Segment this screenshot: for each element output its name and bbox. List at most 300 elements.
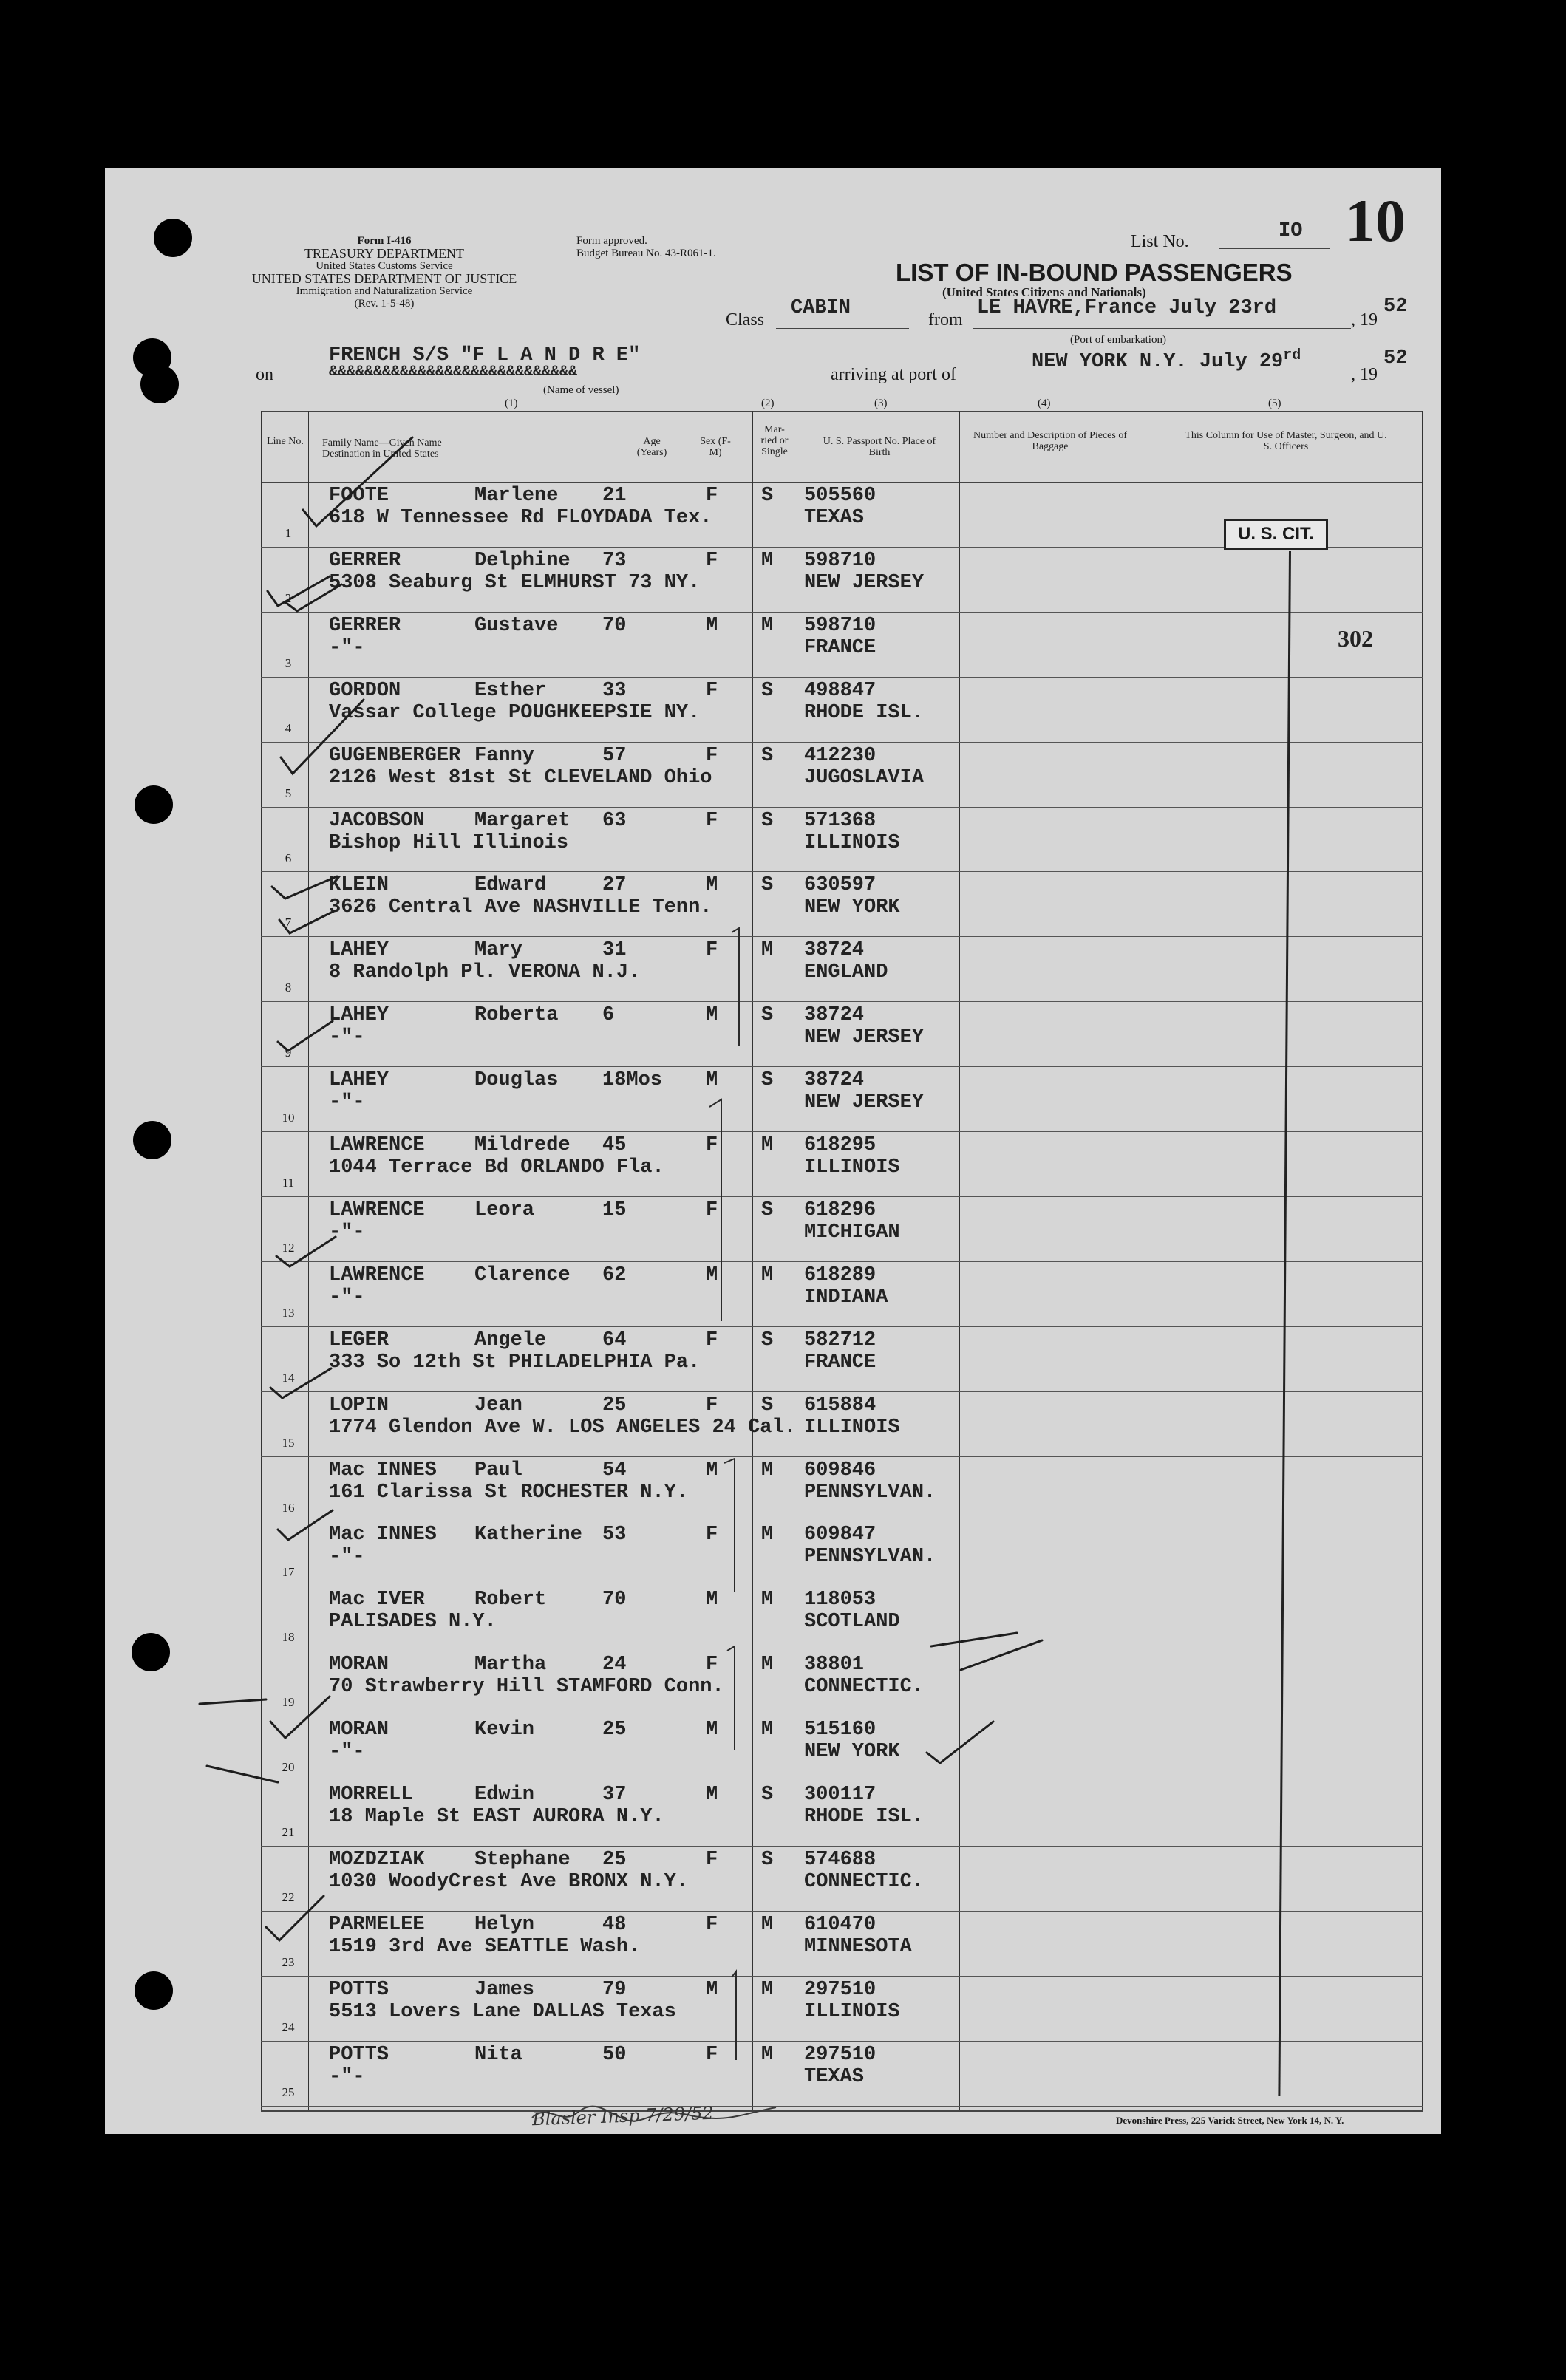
- birthplace: INDIANA: [804, 1286, 888, 1309]
- passport-number: 630597: [804, 874, 876, 897]
- row-divider: [261, 1911, 1423, 1912]
- row-divider: [261, 871, 1423, 872]
- row-divider: [261, 1976, 1423, 1977]
- row-divider: [261, 1001, 1423, 1002]
- justice-dept: UNITED STATES DEPARTMENT OF JUSTICE: [251, 271, 517, 286]
- line-number: 8: [285, 981, 292, 995]
- sex: M: [706, 1069, 718, 1092]
- passport-number: 38801: [804, 1654, 865, 1677]
- passport-number: 498847: [804, 679, 876, 702]
- marital-status: M: [761, 1589, 774, 1612]
- birthplace: NEW JERSEY: [804, 1026, 925, 1049]
- age: 73: [602, 549, 627, 572]
- age: 62: [602, 1264, 627, 1286]
- destination: -"-: [329, 1741, 365, 1764]
- marital-status: M: [761, 1978, 774, 2001]
- given-name: Esther: [474, 679, 547, 702]
- form-header-block: [251, 235, 517, 310]
- marital-status: S: [761, 1004, 774, 1027]
- marital-status: M: [761, 2043, 774, 2066]
- given-name: Roberta: [474, 1004, 559, 1027]
- sex: M: [706, 1264, 718, 1286]
- line-number: 17: [282, 1565, 295, 1580]
- family-name: JACOBSON: [329, 809, 425, 832]
- destination: 2126 West 81st St CLEVELAND Ohio: [329, 766, 712, 789]
- given-name: Martha: [474, 1654, 547, 1677]
- given-name: Edwin: [474, 1784, 535, 1806]
- sex: F: [706, 744, 718, 767]
- age: 31: [602, 939, 627, 962]
- table-top-border: [261, 411, 1423, 412]
- passport-number: 300117: [804, 1784, 876, 1806]
- from-label: from: [928, 310, 963, 330]
- destination: 70 Strawberry Hill STAMFORD Conn.: [329, 1676, 724, 1699]
- given-name: Mary: [474, 939, 522, 962]
- family-name: LAHEY: [329, 1069, 389, 1092]
- age: 79: [602, 1978, 627, 2001]
- passport-number: 609846: [804, 1459, 876, 1481]
- family-name: Mac INNES: [329, 1459, 437, 1481]
- list-title: LIST OF IN-BOUND PASSENGERS: [896, 259, 1293, 286]
- family-name: FOOTE: [329, 485, 389, 507]
- arrival-port: [1032, 347, 1301, 373]
- sex: M: [706, 1784, 718, 1806]
- marital-status: S: [761, 809, 774, 832]
- sex: F: [706, 2043, 718, 2066]
- passport-number: 618296: [804, 1198, 876, 1221]
- row-divider: [261, 1261, 1423, 1262]
- row-divider: [261, 807, 1423, 808]
- embarkation-caption: (Port of embarkation): [1070, 334, 1166, 346]
- birthplace: TEXAS: [804, 2065, 865, 2088]
- marital-status: M: [761, 1134, 774, 1156]
- birthplace: ILLINOIS: [804, 1416, 900, 1439]
- given-name: Marlene: [474, 485, 559, 507]
- budget-bureau: Budget Bureau No. 43-R061-1.: [576, 248, 716, 259]
- line-number: 18: [282, 1630, 295, 1645]
- destination: 333 So 12th St PHILADELPHIA Pa.: [329, 1351, 701, 1374]
- marital-status: S: [761, 1198, 774, 1221]
- age: 70: [602, 1589, 627, 1612]
- given-name: Kevin: [474, 1719, 535, 1742]
- line-number: 13: [282, 1305, 295, 1320]
- birthplace: NEW YORK: [804, 896, 900, 919]
- marital-status: S: [761, 874, 774, 897]
- binder-hole: [135, 1971, 173, 2010]
- destination: 1044 Terrace Bd ORLANDO Fla.: [329, 1156, 664, 1179]
- family-name: POTTS: [329, 2043, 389, 2066]
- age: 6: [602, 1004, 615, 1027]
- given-name: Leora: [474, 1198, 535, 1221]
- line-number: 2: [285, 590, 292, 605]
- marital-status: S: [761, 1069, 774, 1092]
- destination: 3626 Central Ave NASHVILLE Tenn.: [329, 896, 712, 919]
- header-line-no: Line No.: [267, 436, 304, 447]
- family-name: PARMELEE: [329, 1913, 425, 1936]
- passport-number: 515160: [804, 1719, 876, 1742]
- given-name: Margaret: [474, 809, 571, 832]
- binder-hole: [133, 1121, 171, 1159]
- list-subtitle: (United States Citizens and Nationals): [942, 285, 1146, 299]
- header-family-name: Family Name—Given Name: [322, 437, 442, 449]
- passport-number: 618295: [804, 1134, 876, 1156]
- from-underline: [973, 328, 1351, 329]
- passport-number: 582712: [804, 1329, 876, 1351]
- line-number: 16: [282, 1500, 295, 1515]
- age: 25: [602, 1848, 627, 1871]
- age: 24: [602, 1654, 627, 1677]
- destination: -"-: [329, 2065, 365, 2088]
- form-approved: Form approved.: [576, 235, 647, 247]
- header-baggage: Number and Description of Pieces of Baggage: [973, 430, 1127, 452]
- line-number: 4: [285, 720, 292, 735]
- age: 25: [602, 1719, 627, 1742]
- table-bottom-border: [261, 2110, 1423, 2112]
- birthplace: NEW JERSEY: [804, 1091, 925, 1114]
- birthplace: FRANCE: [804, 1351, 876, 1374]
- birthplace: NEW JERSEY: [804, 571, 925, 594]
- family-name: POTTS: [329, 1978, 389, 2001]
- ins-service: Immigration and Naturalization Service: [296, 285, 473, 297]
- marital-status: S: [761, 1394, 774, 1416]
- given-name: Fanny: [474, 744, 535, 767]
- passport-number: 618289: [804, 1264, 876, 1286]
- sex: F: [706, 1329, 718, 1351]
- row-divider: [261, 1326, 1423, 1327]
- family-name: LOPIN: [329, 1394, 389, 1416]
- family-name: MORRELL: [329, 1784, 413, 1806]
- birthplace: TEXAS: [804, 507, 865, 529]
- destination: 618 W Tennessee Rd FLOYDADA Tex.: [329, 507, 712, 529]
- row-divider: [261, 1456, 1423, 1457]
- given-name: Delphine: [474, 549, 571, 572]
- destination: -"-: [329, 1286, 365, 1309]
- sex: M: [706, 1004, 718, 1027]
- marital-status: M: [761, 549, 774, 572]
- sex: F: [706, 809, 718, 832]
- embarkation-value: LE HAVRE,France July 23rd: [977, 297, 1277, 319]
- given-name: Angele: [474, 1329, 547, 1351]
- binder-hole: [135, 785, 173, 824]
- family-name: MORAN: [329, 1654, 389, 1677]
- family-name: LAHEY: [329, 939, 389, 962]
- vessel-caption: (Name of vessel): [543, 384, 619, 396]
- marital-status: M: [761, 1654, 774, 1677]
- line-number: 14: [282, 1370, 295, 1385]
- us-citizen-stamp: U. S. CIT.: [1224, 519, 1328, 550]
- marital-status: S: [761, 485, 774, 507]
- list-no-underline: [1219, 248, 1330, 249]
- destination: 161 Clarissa St ROCHESTER N.Y.: [329, 1481, 689, 1504]
- family-name: LEGER: [329, 1329, 389, 1351]
- binder-hole: [140, 365, 179, 403]
- passport-number: 598710: [804, 614, 876, 637]
- marital-status: S: [761, 1848, 774, 1871]
- printer-imprint: Devonshire Press, 225 Varick Street, New York 14, N. Y.: [1116, 2115, 1344, 2126]
- given-name: Nita: [474, 2043, 522, 2066]
- given-name: Paul: [474, 1459, 522, 1481]
- officer-column-number: 302: [1338, 625, 1373, 652]
- destination: 8 Randolph Pl. VERONA N.J.: [329, 961, 641, 984]
- family-name: LAWRENCE: [329, 1264, 425, 1286]
- sex: F: [706, 1524, 718, 1547]
- age: 18Mos: [602, 1069, 663, 1092]
- destination: 1030 WoodyCrest Ave BRONX N.Y.: [329, 1870, 689, 1893]
- binder-hole: [154, 219, 192, 257]
- family-name: GERRER: [329, 614, 401, 637]
- given-name: Stephane: [474, 1848, 571, 1871]
- class-label: Class: [726, 310, 765, 330]
- destination: 5308 Seaburg St ELMHURST 73 NY.: [329, 571, 701, 594]
- birthplace: NEW YORK: [804, 1741, 900, 1764]
- line-number: 9: [285, 1046, 292, 1060]
- passport-number: 118053: [804, 1589, 876, 1612]
- age: 64: [602, 1329, 627, 1351]
- age: 15: [602, 1198, 627, 1221]
- destination: -"-: [329, 1546, 365, 1569]
- passport-number: 297510: [804, 2043, 876, 2066]
- marital-status: S: [761, 744, 774, 767]
- passport-number: 38724: [804, 1069, 865, 1092]
- destination: -"-: [329, 636, 365, 659]
- marital-status: M: [761, 614, 774, 637]
- header-officers: This Column for Use of Master, Surgeon, and U. S. Officers: [1185, 430, 1387, 452]
- birthplace: ILLINOIS: [804, 831, 900, 854]
- col-number-2: (2): [761, 398, 775, 409]
- age: 21: [602, 485, 627, 507]
- line-number: 25: [282, 2084, 295, 2099]
- header-age: Age (Years): [636, 436, 667, 458]
- passport-number: 412230: [804, 744, 876, 767]
- revision: (Rev. 1-5-48): [354, 298, 415, 310]
- given-name: Helyn: [474, 1913, 535, 1936]
- vessel-name: FRENCH S/S "F L A N D R E": [329, 344, 641, 366]
- line-number: 15: [282, 1435, 295, 1450]
- line-number: 21: [282, 1825, 295, 1839]
- birthplace: ILLINOIS: [804, 2000, 900, 2023]
- list-number: 10: [1345, 187, 1406, 254]
- sex: M: [706, 1459, 718, 1481]
- passport-number: 505560: [804, 485, 876, 507]
- family-name: LAWRENCE: [329, 1134, 425, 1156]
- marital-status: M: [761, 1719, 774, 1742]
- list-no-label: List No.: [1131, 232, 1189, 251]
- birthplace: PENNSYLVAN.: [804, 1481, 936, 1504]
- form-approval: [576, 235, 716, 260]
- sex: F: [706, 1654, 718, 1677]
- given-name: Katherine: [474, 1524, 582, 1547]
- given-name: Gustave: [474, 614, 559, 637]
- col-number-3: (3): [874, 398, 888, 409]
- passport-number: 598710: [804, 549, 876, 572]
- age: 57: [602, 744, 627, 767]
- given-name: Douglas: [474, 1069, 559, 1092]
- age: 53: [602, 1524, 627, 1547]
- line-number: 12: [282, 1240, 295, 1255]
- row-divider: [261, 612, 1423, 613]
- age: 27: [602, 874, 627, 897]
- inspector-signature: Blasler Insp 7/29/52: [531, 2102, 715, 2130]
- row-divider: [261, 1066, 1423, 1067]
- marital-status: S: [761, 1329, 774, 1351]
- col-number-5: (5): [1268, 398, 1281, 409]
- family-name: MORAN: [329, 1719, 389, 1742]
- passport-number: 615884: [804, 1394, 876, 1416]
- given-name: Clarence: [474, 1264, 571, 1286]
- family-name: GERRER: [329, 549, 401, 572]
- passport-number: 38724: [804, 939, 865, 962]
- family-name: KLEIN: [329, 874, 389, 897]
- passport-number: 609847: [804, 1524, 876, 1547]
- line-number: 6: [285, 850, 292, 865]
- given-name: Jean: [474, 1394, 522, 1416]
- arrival-port-text: NEW YORK N.Y. July 29: [1032, 351, 1284, 373]
- header-bottom-border: [261, 482, 1423, 483]
- col-number-4: (4): [1038, 398, 1051, 409]
- binder-hole: [132, 1633, 170, 1671]
- birthplace: CONNECTIC.: [804, 1870, 925, 1893]
- destination: 18 Maple St EAST AURORA N.Y.: [329, 1806, 664, 1828]
- age: 37: [602, 1784, 627, 1806]
- line-number: 10: [282, 1111, 295, 1125]
- destination: 1519 3rd Ave SEATTLE Wash.: [329, 1935, 641, 1958]
- sex: F: [706, 1394, 718, 1416]
- line-number: 3: [285, 655, 292, 670]
- sex: F: [706, 1198, 718, 1221]
- family-name: GUGENBERGER: [329, 744, 461, 767]
- line-number: 19: [282, 1695, 295, 1710]
- form-number: Form I-416: [357, 235, 412, 247]
- from-year: 52: [1383, 296, 1408, 318]
- line-number: 23: [282, 1954, 295, 1969]
- destination: -"-: [329, 1091, 365, 1114]
- line-number: 22: [282, 1889, 295, 1904]
- marital-status: M: [761, 1524, 774, 1547]
- age: 33: [602, 679, 627, 702]
- row-divider: [261, 936, 1423, 937]
- family-name: Mac INNES: [329, 1524, 437, 1547]
- birthplace: RHODE ISL.: [804, 701, 925, 724]
- arrival-year-prefix: , 19: [1351, 365, 1378, 384]
- customs-service: United States Customs Service: [316, 260, 453, 272]
- row-divider: [261, 1196, 1423, 1197]
- sex: F: [706, 939, 718, 962]
- sex: F: [706, 485, 718, 507]
- header-name: [322, 437, 442, 460]
- birthplace: CONNECTIC.: [804, 1676, 925, 1699]
- destination: -"-: [329, 1221, 365, 1244]
- birthplace: SCOTLAND: [804, 1611, 900, 1634]
- passport-number: 610470: [804, 1913, 876, 1936]
- row-divider: [261, 1846, 1423, 1847]
- passport-number: 574688: [804, 1848, 876, 1871]
- family-name: LAWRENCE: [329, 1198, 425, 1221]
- header-destination: Destination in United States: [322, 449, 439, 460]
- age: 63: [602, 809, 627, 832]
- line-number: 7: [285, 915, 292, 930]
- marital-status: S: [761, 679, 774, 702]
- passport-number: 571368: [804, 809, 876, 832]
- destination: PALISADES N.Y.: [329, 1611, 497, 1634]
- given-name: James: [474, 1978, 535, 2001]
- sex: M: [706, 614, 718, 637]
- birthplace: PENNSYLVAN.: [804, 1546, 936, 1569]
- line-number: 24: [282, 2019, 295, 2034]
- line-number: 1: [285, 526, 292, 540]
- family-name: Mac IVER: [329, 1589, 425, 1612]
- birthplace: RHODE ISL.: [804, 1806, 925, 1828]
- birthplace: FRANCE: [804, 636, 876, 659]
- arrival-day-suffix: rd: [1283, 347, 1301, 364]
- marital-status: S: [761, 1784, 774, 1806]
- line-number: 20: [282, 1760, 295, 1775]
- sex: F: [706, 1134, 718, 1156]
- birthplace: JUGOSLAVIA: [804, 766, 925, 789]
- sex: F: [706, 1913, 718, 1936]
- line-number: 11: [282, 1176, 295, 1190]
- sex: M: [706, 874, 718, 897]
- destination: 1774 Glendon Ave W. LOS ANGELES 24 Cal.: [329, 1416, 796, 1439]
- sex: M: [706, 1719, 718, 1742]
- destination: Bishop Hill Illinois: [329, 831, 569, 854]
- family-name: LAHEY: [329, 1004, 389, 1027]
- destination: 5513 Lovers Lane DALLAS Texas: [329, 2000, 676, 2023]
- marital-status: M: [761, 1913, 774, 1936]
- marital-status: M: [761, 1264, 774, 1286]
- row-divider: [261, 1391, 1423, 1392]
- passport-number: 38724: [804, 1004, 865, 1027]
- given-name: Edward: [474, 874, 547, 897]
- birthplace: ILLINOIS: [804, 1156, 900, 1179]
- age: 54: [602, 1459, 627, 1481]
- birthplace: ENGLAND: [804, 961, 888, 984]
- arriving-label: arriving at port of: [831, 365, 956, 384]
- destination: Vassar College POUGHKEEPSIE NY.: [329, 701, 701, 724]
- given-name: Robert: [474, 1589, 547, 1612]
- header-sex: Sex (F-M): [700, 436, 731, 458]
- treasury-dept: TREASURY DEPARTMENT: [304, 246, 465, 261]
- age: 50: [602, 2043, 627, 2066]
- age: 48: [602, 1913, 627, 1936]
- row-divider: [261, 1131, 1423, 1132]
- row-divider: [261, 2041, 1423, 2042]
- class-value: CABIN: [791, 297, 851, 319]
- sex: M: [706, 1978, 718, 2001]
- arrival-year: 52: [1383, 347, 1408, 369]
- family-name: GORDON: [329, 679, 401, 702]
- birthplace: MINNESOTA: [804, 1935, 912, 1958]
- marital-status: M: [761, 1459, 774, 1481]
- row-divider: [261, 2106, 1423, 2107]
- sex: F: [706, 1848, 718, 1871]
- marital-status: M: [761, 939, 774, 962]
- family-name: MOZDZIAK: [329, 1848, 425, 1871]
- age: 45: [602, 1134, 627, 1156]
- sex: M: [706, 1589, 718, 1612]
- age: 25: [602, 1394, 627, 1416]
- header-married: Mar- ried or Single: [760, 424, 789, 457]
- row-divider: [261, 742, 1423, 743]
- list-no-typed: IO: [1279, 220, 1303, 242]
- sex: F: [706, 679, 718, 702]
- passport-number: 297510: [804, 1978, 876, 2001]
- destination: -"-: [329, 1026, 365, 1049]
- sex: F: [706, 549, 718, 572]
- age: 70: [602, 614, 627, 637]
- line-number: 5: [285, 785, 292, 800]
- given-name: Mildrede: [474, 1134, 571, 1156]
- class-underline: [776, 328, 909, 329]
